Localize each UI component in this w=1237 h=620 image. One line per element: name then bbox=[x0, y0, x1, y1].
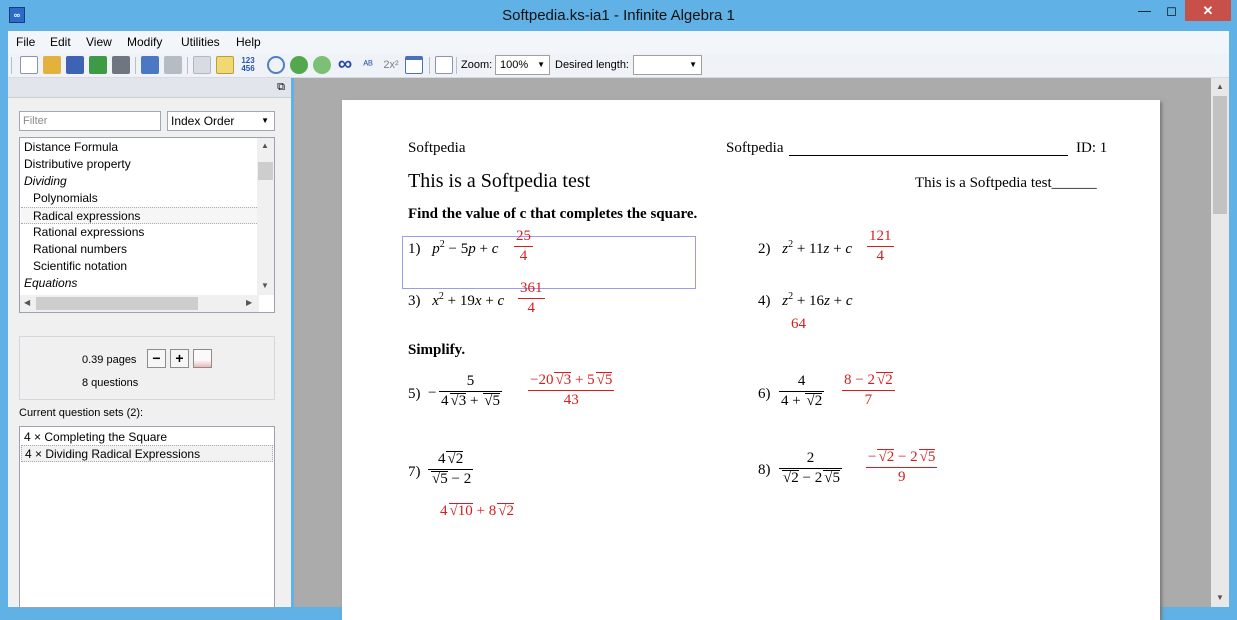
question-sets-label: Current question sets (2): bbox=[19, 407, 144, 419]
export-icon[interactable] bbox=[89, 56, 107, 74]
chevron-down-icon: ▼ bbox=[689, 60, 697, 69]
topic-item[interactable]: Distance Formula bbox=[24, 140, 119, 154]
scroll-up-icon[interactable]: ▲ bbox=[261, 141, 269, 150]
question-6-number: 6) bbox=[758, 386, 771, 402]
title-bar bbox=[0, 0, 1237, 31]
page-count: 0.39 pages bbox=[82, 354, 137, 366]
toolbar-separator bbox=[456, 57, 457, 74]
scroll-left-icon[interactable]: ◀ bbox=[24, 298, 31, 307]
scrollbar-thumb[interactable] bbox=[1213, 96, 1227, 214]
zoom-label: Zoom: bbox=[461, 59, 493, 71]
answer-5: $\frac{-20 √3 + 5 √5}{43}$ bbox=[530, 372, 613, 408]
topic-category[interactable]: Dividing bbox=[24, 174, 67, 188]
header-name: Softpedia bbox=[408, 140, 466, 156]
color-button[interactable] bbox=[193, 349, 212, 368]
question-1[interactable]: 1) $p^2 - 5p + c$ bbox=[408, 239, 499, 257]
name-label: Softpedia bbox=[726, 140, 784, 156]
chevron-down-icon: ▼ bbox=[261, 116, 269, 125]
scroll-down-icon[interactable]: ▼ bbox=[261, 281, 269, 290]
answer-8: $\frac{- √2 - 2 √5}{9}$ bbox=[868, 449, 936, 485]
toolbar-separator bbox=[135, 57, 136, 74]
multiple-choice-icon[interactable]: ᴬᴮ bbox=[363, 59, 373, 71]
undo-icon[interactable] bbox=[141, 56, 159, 74]
topic-list-horizontal-scrollbar[interactable] bbox=[20, 295, 259, 312]
menu-edit[interactable]: Edit bbox=[50, 35, 71, 49]
zoom-value: 100% bbox=[500, 59, 529, 71]
desired-length-select[interactable] bbox=[633, 55, 702, 75]
float-panel-icon[interactable]: ⧉ bbox=[277, 81, 285, 93]
answer-7: 4 √10 + 8 √2 bbox=[440, 503, 514, 519]
infinite-icon[interactable]: ∞ bbox=[337, 53, 353, 75]
question-number: 2) bbox=[758, 241, 771, 257]
panel-header bbox=[8, 78, 291, 98]
answer-3: $\frac{361}{4}$ bbox=[520, 280, 543, 316]
question-count: 8 questions bbox=[82, 377, 139, 389]
exponent-icon[interactable]: 2x² bbox=[383, 59, 399, 71]
question-4[interactable]: 4) $z^2 + 16z + c$ bbox=[758, 291, 853, 309]
topic-item[interactable]: Polynomials bbox=[33, 191, 98, 205]
name-line bbox=[789, 155, 1068, 156]
id-label: ID: 1 bbox=[1076, 140, 1108, 156]
worksheet-subtitle: This is a Softpedia test______ bbox=[915, 175, 1097, 191]
close-button[interactable]: ✕ bbox=[1185, 0, 1231, 21]
minimize-button[interactable]: — bbox=[1138, 3, 1151, 18]
note-icon[interactable] bbox=[216, 56, 234, 74]
question-3[interactable]: 3) $x^2 + 19x + c$ bbox=[408, 291, 505, 309]
question-8[interactable]: $\frac{2}{√2 - 2 √5}$ bbox=[779, 449, 842, 488]
topic-item[interactable]: Rational expressions bbox=[33, 225, 145, 239]
regenerate-all-icon[interactable] bbox=[313, 56, 331, 74]
scroll-right-icon[interactable]: ▶ bbox=[246, 298, 253, 307]
topic-category[interactable]: Equations bbox=[24, 276, 78, 290]
question-number: 1) bbox=[408, 241, 421, 257]
question-panel bbox=[8, 78, 291, 607]
question-number: 4) bbox=[758, 293, 771, 309]
decrease-button[interactable]: − bbox=[147, 349, 166, 368]
topic-item[interactable]: Distributive property bbox=[24, 157, 131, 171]
topic-item[interactable]: Scientific notation bbox=[33, 259, 128, 273]
save-icon[interactable] bbox=[66, 56, 84, 74]
window-icon[interactable] bbox=[405, 56, 423, 74]
question-5-number: 5) bbox=[408, 386, 421, 402]
question-5[interactable]: $\frac{5}{4 √3 + √5}$ bbox=[441, 373, 500, 409]
page-icon[interactable] bbox=[435, 56, 453, 74]
topic-list-vertical-scrollbar[interactable] bbox=[257, 138, 274, 295]
zoom-icon[interactable] bbox=[267, 56, 285, 74]
section-instruction: Find the value of c that completes the square. bbox=[408, 206, 698, 222]
new-document-icon[interactable] bbox=[20, 56, 38, 74]
toolbar-separator bbox=[187, 57, 188, 74]
document-vertical-scrollbar[interactable] bbox=[1211, 78, 1229, 607]
worksheet-page bbox=[342, 100, 1160, 620]
topic-item[interactable]: Rational numbers bbox=[33, 242, 128, 256]
answer-4: 64 bbox=[791, 316, 806, 332]
answer-1: $\frac{25}{4}$ bbox=[516, 228, 531, 264]
question-2[interactable]: 2) $z^2 + 11z + c$ bbox=[758, 239, 852, 257]
regenerate-icon[interactable] bbox=[290, 56, 308, 74]
question-7-number: 7) bbox=[408, 464, 421, 480]
chevron-down-icon: ▼ bbox=[537, 60, 545, 69]
answer-6: $\frac{8 - 2 √2}{7}$ bbox=[844, 372, 893, 408]
redo-icon[interactable] bbox=[164, 56, 182, 74]
menu-modify[interactable]: Modify bbox=[127, 35, 163, 49]
question-set-item[interactable]: 4 × Completing the Square bbox=[24, 430, 168, 444]
app-icon: ∞ bbox=[9, 7, 25, 23]
menu-help[interactable]: Help bbox=[236, 35, 261, 49]
open-folder-icon[interactable] bbox=[43, 56, 61, 74]
toolbar-separator bbox=[429, 57, 430, 74]
scrollbar-thumb[interactable] bbox=[36, 297, 198, 310]
scroll-up-icon[interactable]: ▲ bbox=[1216, 82, 1224, 91]
question-set-list bbox=[19, 426, 275, 608]
desired-length-label: Desired length: bbox=[555, 59, 629, 71]
question-number: 3) bbox=[408, 293, 421, 309]
menu-bar bbox=[8, 31, 1229, 53]
menu-utilities[interactable]: Utilities bbox=[181, 35, 220, 49]
worksheet-title: This is a Softpedia test bbox=[408, 170, 591, 192]
maximize-button[interactable]: ◻ bbox=[1166, 3, 1177, 18]
section-instruction: Simplify. bbox=[408, 342, 466, 358]
sort-order-value: Index Order bbox=[171, 114, 235, 128]
numbering-icon[interactable]: 123 456 bbox=[241, 56, 255, 73]
menu-file[interactable]: File bbox=[16, 35, 36, 49]
topic-list bbox=[19, 137, 275, 313]
length-summary bbox=[19, 336, 275, 400]
increase-button[interactable]: + bbox=[170, 349, 189, 368]
topic-item-selected[interactable]: Radical expressions bbox=[21, 207, 257, 224]
answer-2: $\frac{121}{4}$ bbox=[869, 228, 892, 264]
toolbar-grip bbox=[11, 57, 12, 74]
scroll-down-icon[interactable]: ▼ bbox=[1216, 593, 1224, 602]
minus-sign: − bbox=[428, 385, 437, 401]
filter-input[interactable]: Filter bbox=[19, 111, 161, 131]
window-title: Softpedia.ks-ia1 - Infinite Algebra 1 bbox=[502, 7, 735, 24]
question-6[interactable]: $\frac{4}{4 + √2}$ bbox=[781, 373, 823, 409]
question-set-item-selected[interactable]: 4 × Dividing Radical Expressions bbox=[21, 445, 273, 462]
copy-icon[interactable] bbox=[193, 56, 211, 74]
menu-view[interactable]: View bbox=[86, 35, 112, 49]
question-7[interactable]: $\frac{4 √2}{√5 - 2}$ bbox=[428, 450, 473, 489]
toolbar bbox=[8, 53, 1229, 78]
scrollbar-thumb[interactable] bbox=[258, 162, 273, 180]
zoom-select[interactable] bbox=[495, 55, 550, 75]
document-viewport bbox=[294, 78, 1211, 607]
sort-order-select[interactable] bbox=[167, 111, 275, 131]
question-8-number: 8) bbox=[758, 462, 771, 478]
print-icon[interactable] bbox=[112, 56, 130, 74]
